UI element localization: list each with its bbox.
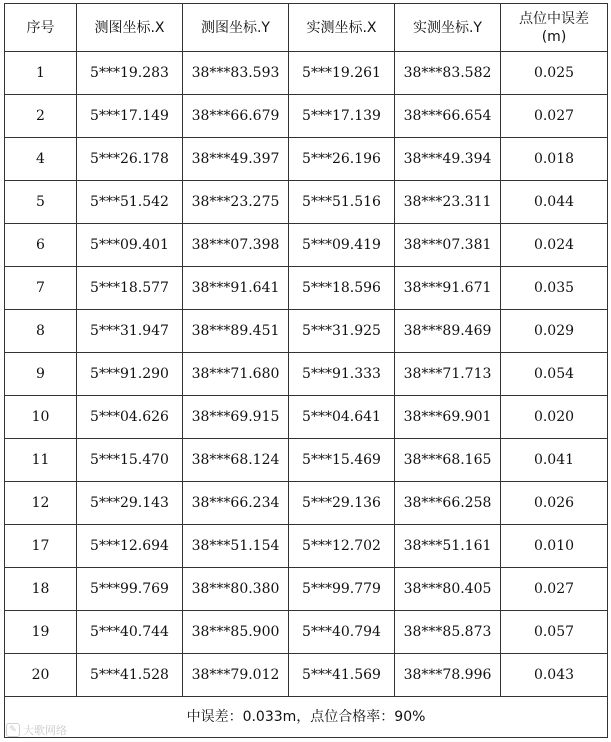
cell-map-x: 5***40.744 <box>77 611 183 654</box>
cell-index: 4 <box>5 138 77 181</box>
cell-map-x: 5***26.178 <box>77 138 183 181</box>
cell-map-y: 38***68.124 <box>183 439 289 482</box>
table-row <box>5 52 608 95</box>
watermark-logo-icon: ✎ <box>6 723 20 737</box>
cell-index: 6 <box>5 224 77 267</box>
table-row <box>5 654 608 697</box>
cell-point-error: 0.024 <box>501 224 608 267</box>
summary-text: 中误差：0.033m，点位合格率：90% <box>5 697 608 738</box>
cell-measured-y: 38***23.311 <box>395 181 501 224</box>
cell-measured-y: 38***69.901 <box>395 396 501 439</box>
cell-measured-y: 38***66.258 <box>395 482 501 525</box>
cell-index: 18 <box>5 568 77 611</box>
header-index: 序号 <box>5 4 77 52</box>
header-row <box>5 4 608 52</box>
cell-index: 2 <box>5 95 77 138</box>
cell-index: 1 <box>5 52 77 95</box>
cell-measured-x: 5***17.139 <box>289 95 395 138</box>
cell-index: 9 <box>5 353 77 396</box>
cell-measured-y: 38***89.469 <box>395 310 501 353</box>
cell-map-x: 5***09.401 <box>77 224 183 267</box>
cell-measured-y: 38***07.381 <box>395 224 501 267</box>
cell-index: 19 <box>5 611 77 654</box>
cell-measured-y: 38***83.582 <box>395 52 501 95</box>
cell-measured-y: 38***91.671 <box>395 267 501 310</box>
cell-map-x: 5***31.947 <box>77 310 183 353</box>
cell-point-error: 0.043 <box>501 654 608 697</box>
cell-measured-x: 5***26.196 <box>289 138 395 181</box>
cell-measured-y: 38***78.996 <box>395 654 501 697</box>
cell-map-y: 38***66.234 <box>183 482 289 525</box>
watermark-text: 大歌网络 <box>23 724 67 737</box>
table-row <box>5 138 608 181</box>
cell-map-y: 38***91.641 <box>183 267 289 310</box>
cell-point-error: 0.010 <box>501 525 608 568</box>
cell-point-error: 0.029 <box>501 310 608 353</box>
cell-measured-x: 5***31.925 <box>289 310 395 353</box>
cell-measured-x: 5***04.641 <box>289 396 395 439</box>
cell-measured-x: 5***19.261 <box>289 52 395 95</box>
table-row <box>5 95 608 138</box>
cell-point-error: 0.020 <box>501 396 608 439</box>
cell-map-x: 5***19.283 <box>77 52 183 95</box>
cell-index: 11 <box>5 439 77 482</box>
header-measured-x: 实测坐标.X <box>289 4 395 52</box>
cell-point-error: 0.054 <box>501 353 608 396</box>
cell-point-error: 0.025 <box>501 52 608 95</box>
table-row <box>5 181 608 224</box>
table-footer <box>5 697 608 738</box>
cell-index: 8 <box>5 310 77 353</box>
cell-map-x: 5***51.542 <box>77 181 183 224</box>
cell-point-error: 0.035 <box>501 267 608 310</box>
cell-map-y: 38***23.275 <box>183 181 289 224</box>
cell-point-error: 0.027 <box>501 568 608 611</box>
table-row <box>5 439 608 482</box>
cell-measured-y: 38***71.713 <box>395 353 501 396</box>
cell-measured-y: 38***85.873 <box>395 611 501 654</box>
cell-map-y: 38***89.451 <box>183 310 289 353</box>
header-map-x: 测图坐标.X <box>77 4 183 52</box>
cell-map-y: 38***07.398 <box>183 224 289 267</box>
cell-measured-x: 5***15.469 <box>289 439 395 482</box>
cell-map-y: 38***49.397 <box>183 138 289 181</box>
cell-map-y: 38***66.679 <box>183 95 289 138</box>
cell-map-x: 5***41.528 <box>77 654 183 697</box>
cell-map-y: 38***79.012 <box>183 654 289 697</box>
cell-map-y: 38***71.680 <box>183 353 289 396</box>
cell-measured-x: 5***09.419 <box>289 224 395 267</box>
cell-measured-x: 5***18.596 <box>289 267 395 310</box>
cell-map-x: 5***12.694 <box>77 525 183 568</box>
cell-measured-x: 5***40.794 <box>289 611 395 654</box>
cell-map-y: 38***85.900 <box>183 611 289 654</box>
cell-point-error: 0.057 <box>501 611 608 654</box>
cell-index: 5 <box>5 181 77 224</box>
cell-map-x: 5***18.577 <box>77 267 183 310</box>
cell-map-y: 38***80.380 <box>183 568 289 611</box>
cell-map-y: 38***51.154 <box>183 525 289 568</box>
cell-point-error: 0.044 <box>501 181 608 224</box>
cell-map-y: 38***69.915 <box>183 396 289 439</box>
cell-map-x: 5***91.290 <box>77 353 183 396</box>
coordinate-error-table <box>4 3 608 738</box>
summary-row <box>5 697 608 738</box>
cell-index: 17 <box>5 525 77 568</box>
cell-map-x: 5***29.143 <box>77 482 183 525</box>
cell-measured-y: 38***51.161 <box>395 525 501 568</box>
cell-map-x: 5***04.626 <box>77 396 183 439</box>
cell-measured-y: 38***80.405 <box>395 568 501 611</box>
cell-measured-x: 5***99.779 <box>289 568 395 611</box>
cell-point-error: 0.041 <box>501 439 608 482</box>
cell-point-error: 0.027 <box>501 95 608 138</box>
header-point-error: 点位中误差 (m) <box>501 4 608 52</box>
cell-measured-x: 5***91.333 <box>289 353 395 396</box>
header-map-y: 测图坐标.Y <box>183 4 289 52</box>
cell-point-error: 0.018 <box>501 138 608 181</box>
cell-measured-x: 5***41.569 <box>289 654 395 697</box>
cell-map-x: 5***17.149 <box>77 95 183 138</box>
cell-map-x: 5***99.769 <box>77 568 183 611</box>
cell-measured-x: 5***51.516 <box>289 181 395 224</box>
cell-index: 10 <box>5 396 77 439</box>
table-row <box>5 267 608 310</box>
table-row <box>5 396 608 439</box>
cell-measured-y: 38***49.394 <box>395 138 501 181</box>
table-row <box>5 224 608 267</box>
cell-measured-x: 5***29.136 <box>289 482 395 525</box>
table-row <box>5 568 608 611</box>
header-measured-y: 实测坐标.Y <box>395 4 501 52</box>
table-row <box>5 353 608 396</box>
table-header <box>5 4 608 52</box>
cell-map-x: 5***15.470 <box>77 439 183 482</box>
cell-index: 20 <box>5 654 77 697</box>
table-row <box>5 310 608 353</box>
cell-point-error: 0.026 <box>501 482 608 525</box>
table-row <box>5 611 608 654</box>
table-row <box>5 525 608 568</box>
cell-measured-y: 38***68.165 <box>395 439 501 482</box>
cell-index: 12 <box>5 482 77 525</box>
cell-map-y: 38***83.593 <box>183 52 289 95</box>
watermark <box>6 722 67 738</box>
cell-measured-x: 5***12.702 <box>289 525 395 568</box>
table-body <box>5 52 608 697</box>
cell-measured-y: 38***66.654 <box>395 95 501 138</box>
cell-index: 7 <box>5 267 77 310</box>
table-row <box>5 482 608 525</box>
